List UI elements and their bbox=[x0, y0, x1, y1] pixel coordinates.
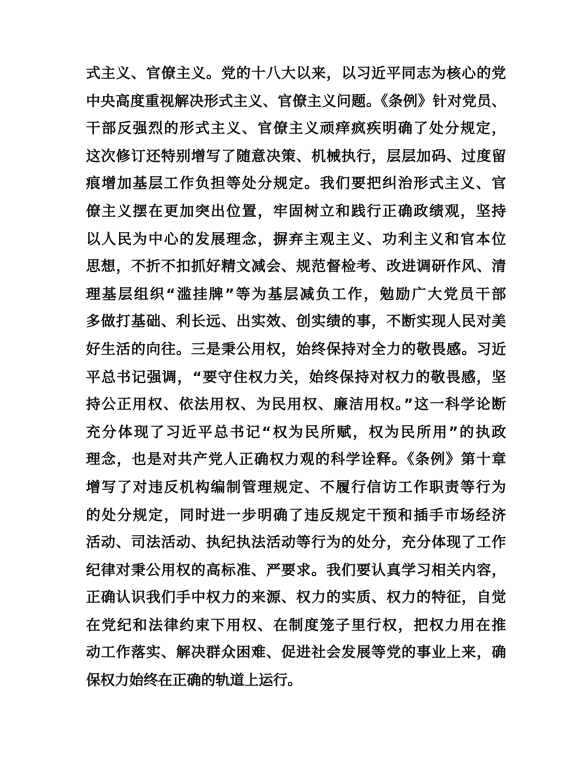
text-line: 纪律对秉公用权的高标准、严要求。我们要认真学习相关内容， bbox=[86, 562, 506, 579]
text-line: 这次修订还特别增写了随意决策、机械执行，层层加码、过度留 bbox=[86, 148, 506, 165]
text-line: 理念，也是对共产党人正确权力观的科学诠释。《条例》第十章 bbox=[86, 452, 506, 469]
body-text bbox=[86, 61, 506, 696]
text-line: 干部反强烈的形式主义、官僚主义顽痒疯疾明确了处分规定， bbox=[86, 121, 506, 138]
text-line: 平总书记强调，“要守住权力关，始终保持对权力的敬畏感，坚 bbox=[86, 369, 506, 386]
text-line: 的处分规定，同时进一步明确了违反规定干预和插手市场经济 bbox=[86, 507, 506, 524]
text-line: 好生活的向往。三是秉公用权，始终保持对全力的敬畏感。习近 bbox=[86, 341, 506, 358]
text-line: 式主义、官僚主义。党的十八大以来，以习近平同志为核心的党 bbox=[86, 66, 506, 82]
text-line: 动工作落实、解决群众困难、促进社会发展等党的事业上来，确 bbox=[86, 645, 506, 662]
text-line-last: 保权力始终在正确的轨道上运行。 bbox=[86, 673, 302, 690]
text-line: 在党纪和法律约束下用权、在制度笼子里行权，把权力用在推 bbox=[86, 617, 506, 634]
text-line: 增写了对违反机构编制管理规定、不履行信访工作职责等行为 bbox=[86, 479, 506, 496]
text-line: 理基层组织“滥挂牌”等为基层减负工作，勉励广大党员干部 bbox=[86, 286, 506, 303]
text-line: 充分体现了习近平总书记“权为民所赋，权为民所用”的执政 bbox=[86, 424, 506, 441]
text-line: 正确认识我们手中权力的来源、权力的实质、权力的特征，自觉 bbox=[86, 590, 506, 607]
text-line: 痕增加基层工作负担等处分规定。我们要把纠治形式主义、官 bbox=[86, 176, 506, 193]
text-line: 以人民为中心的发展理念，摒弃主观主义、功利主义和官本位 bbox=[86, 231, 506, 248]
text-line: 活动、司法活动、执纪执法活动等行为的处分，充分体现了工作 bbox=[86, 535, 506, 552]
text-line: 思想，不折不扣抓好精文减会、规范督检考、改进调研作风、清 bbox=[86, 259, 506, 276]
text-line: 中央高度重视解决形式主义、官僚主义问题。《条例》针对党员、 bbox=[86, 93, 506, 110]
text-line: 多做打基础、利长远、出实效、创实绩的事，不断实现人民对美 bbox=[86, 314, 506, 331]
text-line: 持公正用权、依法用权、为民用权、廉洁用权。”这一科学论断 bbox=[86, 397, 506, 414]
text-line: 僚主义摆在更加突出位置，牢固树立和践行正确政绩观，坚持 bbox=[86, 203, 506, 220]
